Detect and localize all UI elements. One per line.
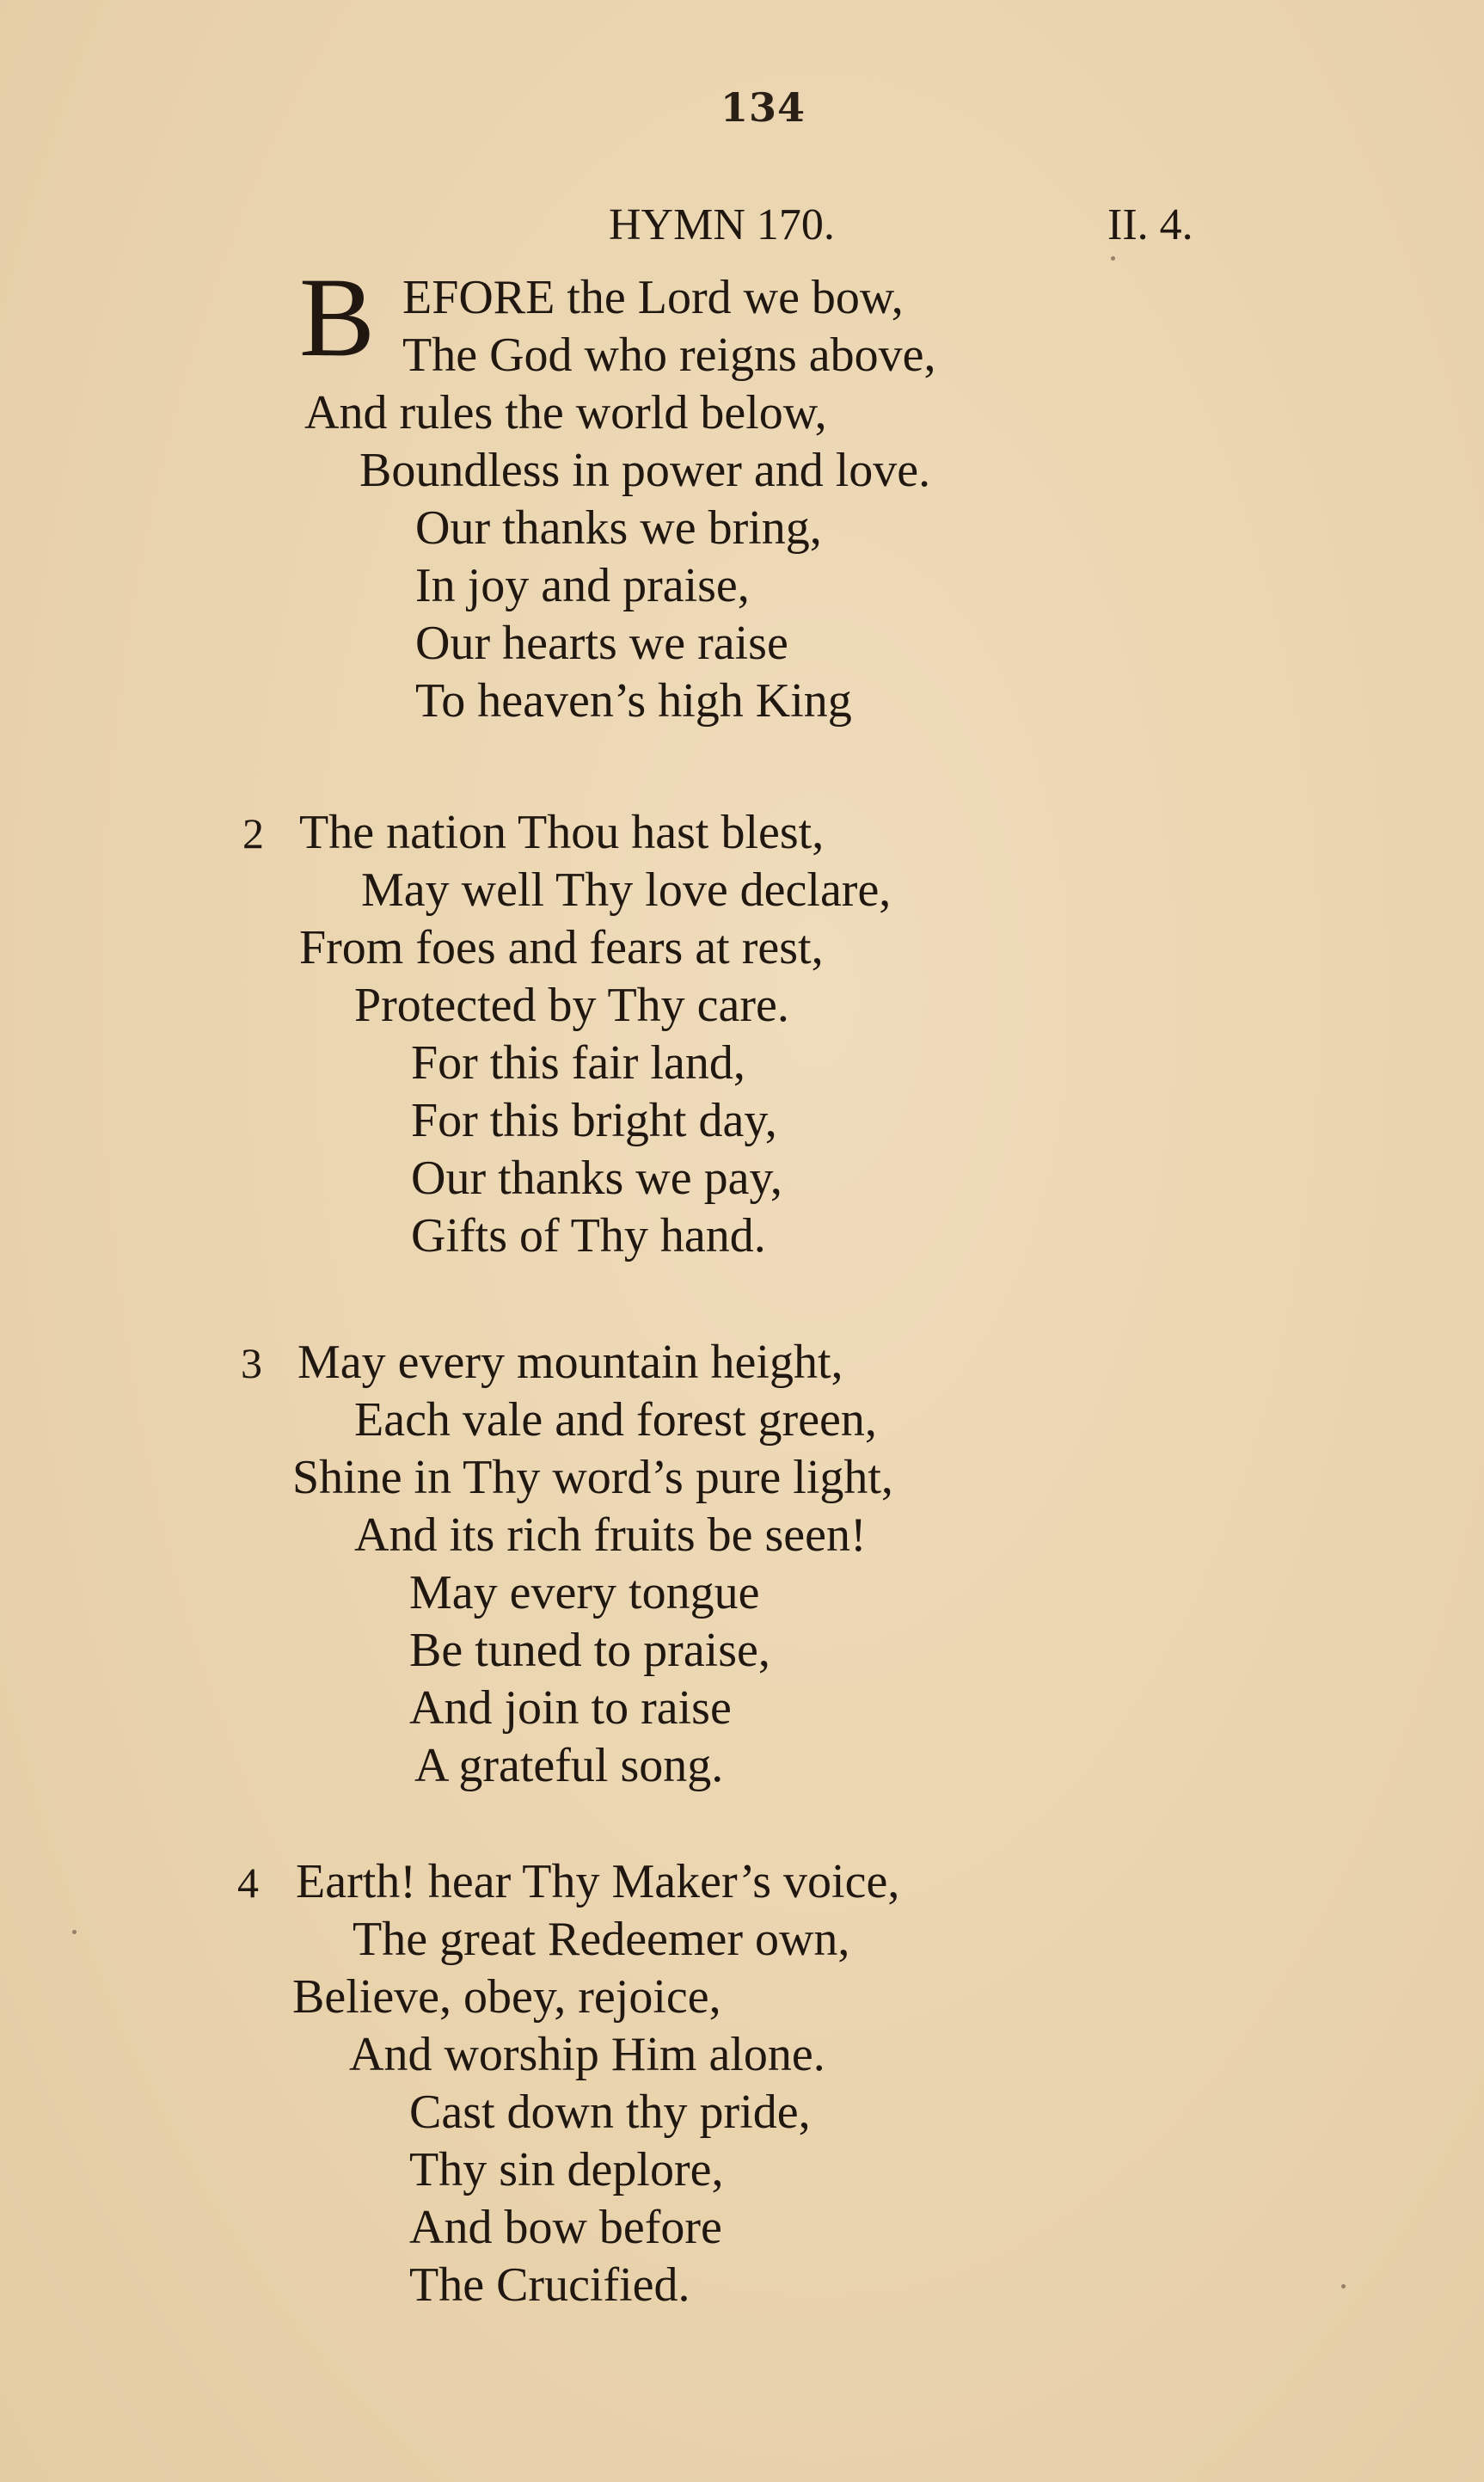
verse-3-line-5: May every tongue: [409, 1566, 760, 1619]
verse-4-line-8: The Crucified.: [409, 2258, 690, 2312]
verse-1-line-2: The God who reigns above,: [402, 329, 936, 382]
verse-2-number: 2: [242, 809, 264, 857]
verse-2-line-4: Protected by Thy care.: [354, 979, 789, 1032]
verse-2-line-8: Gifts of Thy hand.: [411, 1209, 766, 1263]
verse-4-line-7: And bow before: [409, 2201, 722, 2254]
verse-3-line-3: Shine in Thy word’s pure light,: [292, 1451, 893, 1504]
verse-3-line-1: May every mountain height,: [297, 1336, 843, 1389]
verse-1-line-6: In joy and praise,: [415, 559, 750, 612]
verse-1-line-1: EFORE the Lord we bow,: [402, 271, 904, 324]
paper-speck: [72, 1930, 77, 1934]
verse-4-line-6: Thy sin deplore,: [409, 2143, 724, 2196]
paper-speck: [1341, 2284, 1346, 2288]
verse-3-line-7: And join to raise: [409, 1681, 732, 1735]
hymn-title: HYMN 170.: [609, 200, 835, 249]
paper-speck: [1111, 256, 1115, 261]
drop-cap: B: [299, 254, 376, 380]
verse-4-line-4: And worship Him alone.: [349, 2028, 825, 2081]
hymn-meter: II. 4.: [1107, 200, 1193, 249]
verse-1-line-3: And rules the world below,: [304, 386, 827, 439]
verse-2-line-3: From foes and fears at rest,: [299, 921, 824, 974]
verse-3-line-4: And its rich fruits be seen!: [354, 1508, 867, 1562]
verse-2-line-5: For this fair land,: [411, 1036, 745, 1090]
verse-2-line-6: For this bright day,: [411, 1094, 777, 1147]
verse-4-line-1: Earth! hear Thy Maker’s voice,: [296, 1855, 900, 1908]
verse-2-line-2: May well Thy love declare,: [361, 863, 892, 917]
verse-1-line-7: Our hearts we raise: [415, 617, 788, 670]
verse-2-line-1: The nation Thou hast blest,: [299, 806, 825, 859]
verse-4-line-3: Believe, obey, rejoice,: [292, 1970, 721, 2024]
verse-3-number: 3: [241, 1339, 262, 1387]
verse-4-line-5: Cast down thy pride,: [409, 2086, 811, 2139]
verse-3-line-6: Be tuned to praise,: [409, 1624, 770, 1677]
verse-1-line-4: Boundless in power and love.: [359, 444, 931, 497]
verse-3-line-2: Each vale and forest green,: [354, 1393, 877, 1447]
verse-1-line-5: Our thanks we bring,: [415, 501, 822, 555]
verse-4-number: 4: [237, 1858, 259, 1907]
verse-3-line-8: A grateful song.: [414, 1739, 724, 1792]
page-number: 134: [721, 84, 806, 131]
verse-1-line-8: To heaven’s high King: [415, 674, 852, 728]
verse-2-line-7: Our thanks we pay,: [411, 1152, 782, 1205]
verse-4-line-2: The great Redeemer own,: [353, 1913, 850, 1966]
